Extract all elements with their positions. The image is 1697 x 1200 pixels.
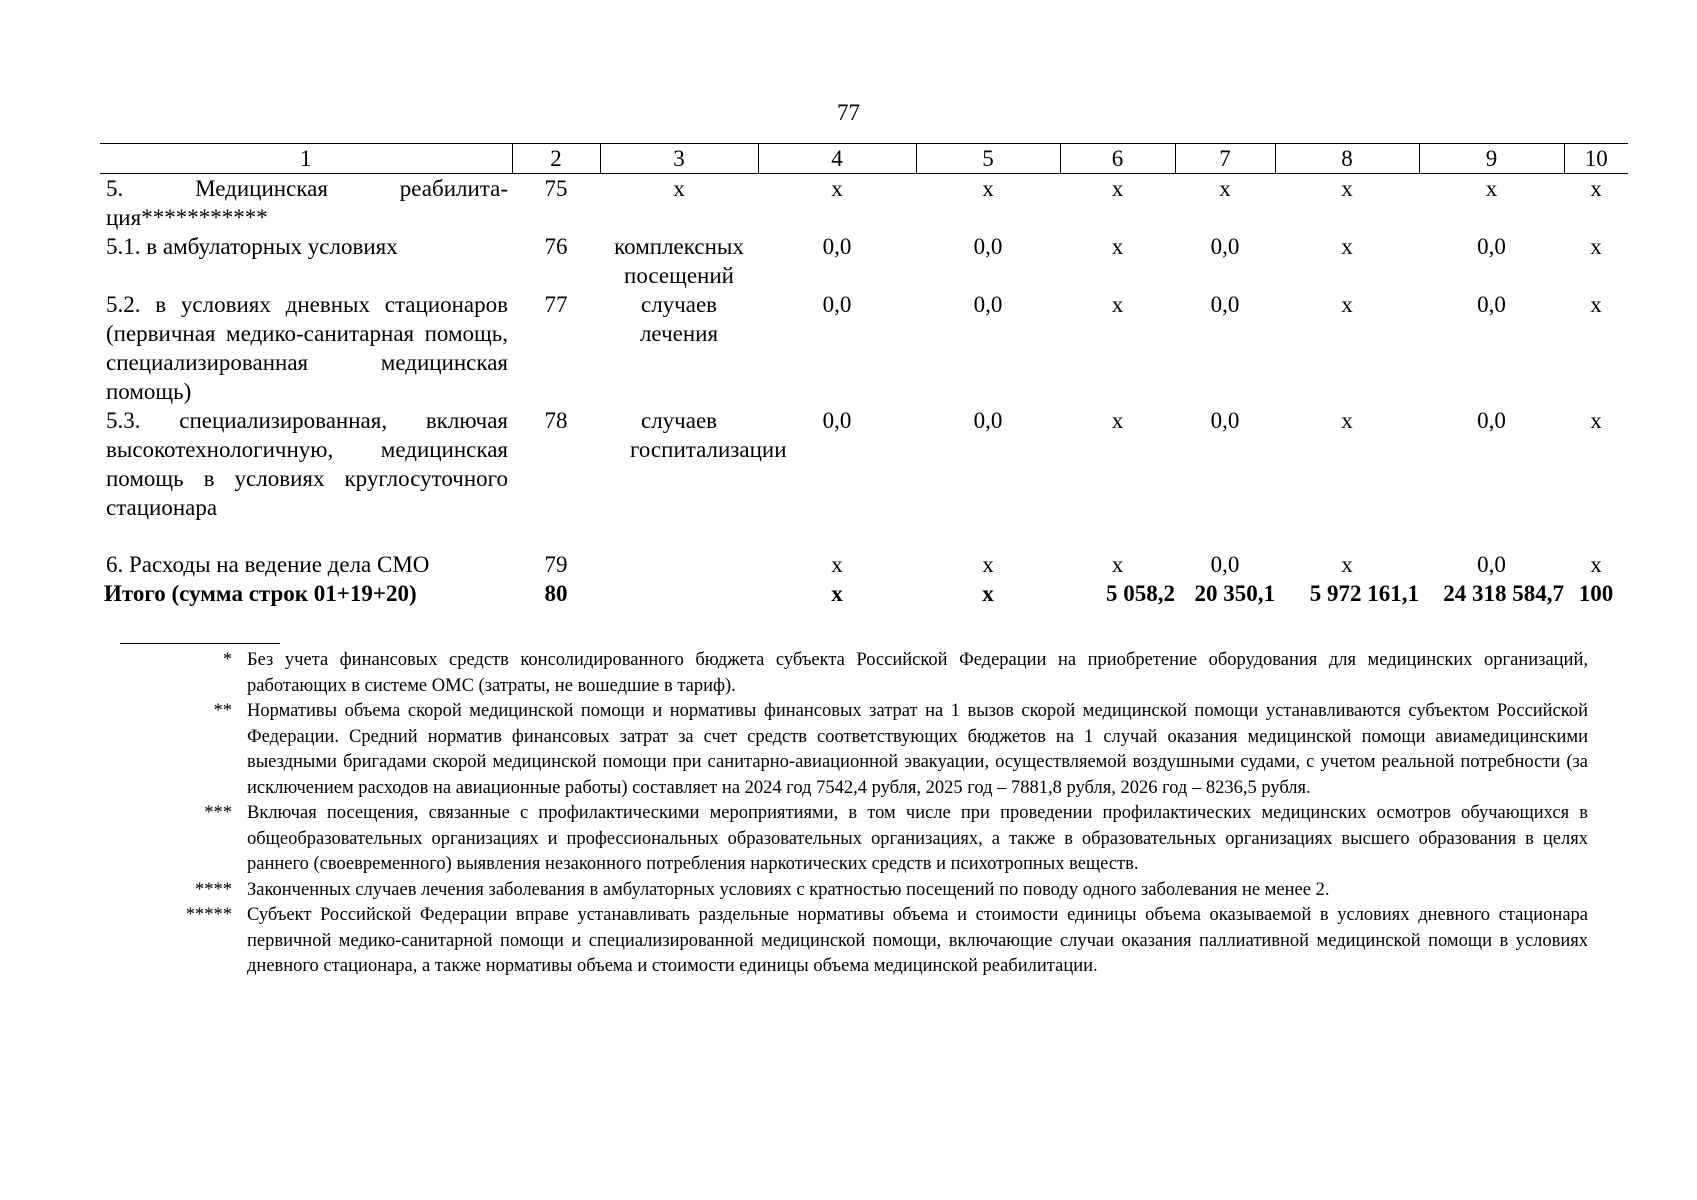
row-c4: 0,0 <box>822 234 852 259</box>
col-header-10: 10 <box>1564 144 1628 174</box>
table-row <box>100 550 1628 579</box>
total-c6: 5 058,2 <box>1106 581 1175 606</box>
row-c4: х <box>831 176 843 201</box>
row-name: 6. Расходы на ведение дела СМО <box>106 552 430 577</box>
footnote-mark: ** <box>213 701 232 721</box>
row-c7: 0,0 <box>1210 292 1240 317</box>
footnote <box>120 903 1588 980</box>
row-c4: 0,0 <box>822 292 852 317</box>
row-c7: х <box>1219 176 1231 201</box>
footnote-mark: **** <box>195 879 232 900</box>
footnote-mark: * <box>222 650 232 670</box>
row-name: 5.1. в амбулаторных условиях <box>106 234 398 259</box>
footnote-text: Без учета финансовых средств консолидированного бюджета субъекта Российской Федерации на приобретение оборудования для медицинских организаций, работающих в системе ОМС (затраты, не вошедшие в тариф). <box>247 650 1588 696</box>
footnote-separator <box>120 643 280 644</box>
total-c9: 24 318 584,7 <box>1443 581 1564 606</box>
row-unit: х <box>673 176 685 201</box>
footnote <box>120 878 1588 904</box>
row-c9: 0,0 <box>1477 408 1506 433</box>
row-c10: х <box>1590 552 1602 577</box>
row-c8: х <box>1341 408 1353 433</box>
row-code: 79 <box>544 552 568 577</box>
row-c6: х <box>1111 234 1124 259</box>
row-c5: х <box>982 552 994 577</box>
row-unit: комплексных посещений <box>614 234 744 288</box>
total-unit <box>600 579 758 608</box>
footnote-mark: *** <box>204 803 232 823</box>
row-c4: 0,0 <box>822 408 852 433</box>
row-name-line2: ция*********** <box>106 205 268 230</box>
col-header-3: 3 <box>600 144 758 174</box>
row-c10: х <box>1590 234 1602 259</box>
col-header-8: 8 <box>1275 144 1419 174</box>
col-header-6: 6 <box>1060 144 1175 174</box>
footnote-mark: ***** <box>185 905 232 925</box>
total-c5: х <box>982 581 994 606</box>
row-code: 75 <box>544 176 568 201</box>
col-header-2: 2 <box>512 144 600 174</box>
table-row <box>100 290 1628 406</box>
col-header-5: 5 <box>916 144 1060 174</box>
total-code: 80 <box>544 581 568 606</box>
total-c10: 100 <box>1578 581 1614 606</box>
table-row <box>100 406 1628 522</box>
total-c8: 5 972 161,1 <box>1309 581 1419 606</box>
row-c9: х <box>1485 176 1498 201</box>
row-c8: х <box>1341 552 1353 577</box>
row-unit: случаев лечения <box>639 292 719 346</box>
row-c10: х <box>1590 292 1602 317</box>
row-c9: 0,0 <box>1477 234 1506 259</box>
row-name <box>100 174 512 233</box>
footnote-text: Включая посещения, связанные с профилактическими мероприятиями, в том числе при проведении профилактических медицинских осмотров обучающихся в общеобразовательных организациях и профессиональных образовательных организациях, а также в образовательных организациях высшего образования в целях раннего (своевременного) выявления незаконного потребления наркотических средств и психотропных веществ. <box>247 803 1588 874</box>
row-name: 5.3. специализированная, включая высокотехнологичную, медицинская помощь в условиях круглосуточного стационара <box>106 408 508 520</box>
total-c4: х <box>831 581 843 606</box>
row-c6: х <box>1111 292 1124 317</box>
row-c8: х <box>1341 234 1353 259</box>
row-c7: 0,0 <box>1210 408 1240 433</box>
table-spacer-row <box>100 522 1628 550</box>
row-unit <box>600 550 758 579</box>
row-c9: 0,0 <box>1477 292 1506 317</box>
col-header-4: 4 <box>758 144 916 174</box>
footnote-text: Законченных случаев лечения заболевания в амбулаторных условиях с кратностью посещений по поводу одного заболевания не менее 2. <box>247 879 1330 900</box>
footnote <box>120 801 1588 878</box>
row-c7: 0,0 <box>1210 234 1240 259</box>
row-unit: случаев госпитализации <box>630 408 787 462</box>
row-c4: х <box>831 552 843 577</box>
footnotes <box>120 648 1588 980</box>
row-c8: х <box>1341 176 1353 201</box>
row-code: 76 <box>544 234 568 259</box>
row-c9: 0,0 <box>1477 552 1506 577</box>
row-code: 77 <box>544 292 568 317</box>
total-name: Итого (сумма строк 01+19+20) <box>104 581 417 606</box>
row-name-line1: 5. Медицинская реабилита- <box>106 176 508 201</box>
row-c5: 0,0 <box>973 234 1003 259</box>
row-c5: х <box>982 176 994 201</box>
header-row <box>100 144 1628 174</box>
col-header-1: 1 <box>100 144 512 174</box>
footnote-text: Субъект Российской Федерации вправе устанавливать раздельные нормативы объема и стоимости единицы объема оказываемой в условиях дневного стационара первичной медико-санитарной помощи и специализированной медицинской помощи, включающие случаи оказания паллиативной медицинской помощи в условиях дневного стационара, а также нормативы объема и стоимости единицы объема медицинской реабилитации. <box>247 905 1588 976</box>
row-c6: х <box>1111 408 1124 433</box>
page-number: 77 <box>837 100 860 125</box>
table-row <box>100 174 1628 233</box>
row-c5: 0,0 <box>973 292 1003 317</box>
row-c7: 0,0 <box>1210 552 1240 577</box>
row-c10: х <box>1590 176 1602 201</box>
row-c10: х <box>1590 408 1602 433</box>
footnote-text: Нормативы объема скорой медицинской помощи и нормативы финансовых затрат на 1 вызов скорой медицинской помощи устанавливаются субъектом Российской Федерации. Средний норматив финансовых затрат за счет средств соответствующих бюджетов на 1 случай оказания медицинской помощи авиамедицинскими выездными бригадами скорой медицинской помощи при санитарно-авиационной эвакуации, осуществляемой воздушными судами, с учетом реальной потребности (за исключением расходов на авиационные работы) составляет на 2024 год 7542,4 рубля, 2025 год – 7881,8 рубля, 2026 год – 8236,5 рубля. <box>247 701 1588 798</box>
footnote <box>120 699 1588 801</box>
financing-table <box>100 143 1628 608</box>
total-row <box>100 579 1628 608</box>
row-c6: х <box>1111 552 1124 577</box>
footnote <box>120 648 1588 699</box>
row-c6: х <box>1111 176 1124 201</box>
total-c7: 20 350,1 <box>1194 581 1275 606</box>
row-name: 5.2. в условиях дневных стационаров (первичная медико-санитарная помощь, специализированная медицинская помощь) <box>106 292 508 404</box>
col-header-9: 9 <box>1419 144 1564 174</box>
row-c8: х <box>1341 292 1353 317</box>
row-code: 78 <box>544 408 568 433</box>
row-c5: 0,0 <box>973 408 1003 433</box>
col-header-7: 7 <box>1175 144 1275 174</box>
table-row <box>100 232 1628 290</box>
